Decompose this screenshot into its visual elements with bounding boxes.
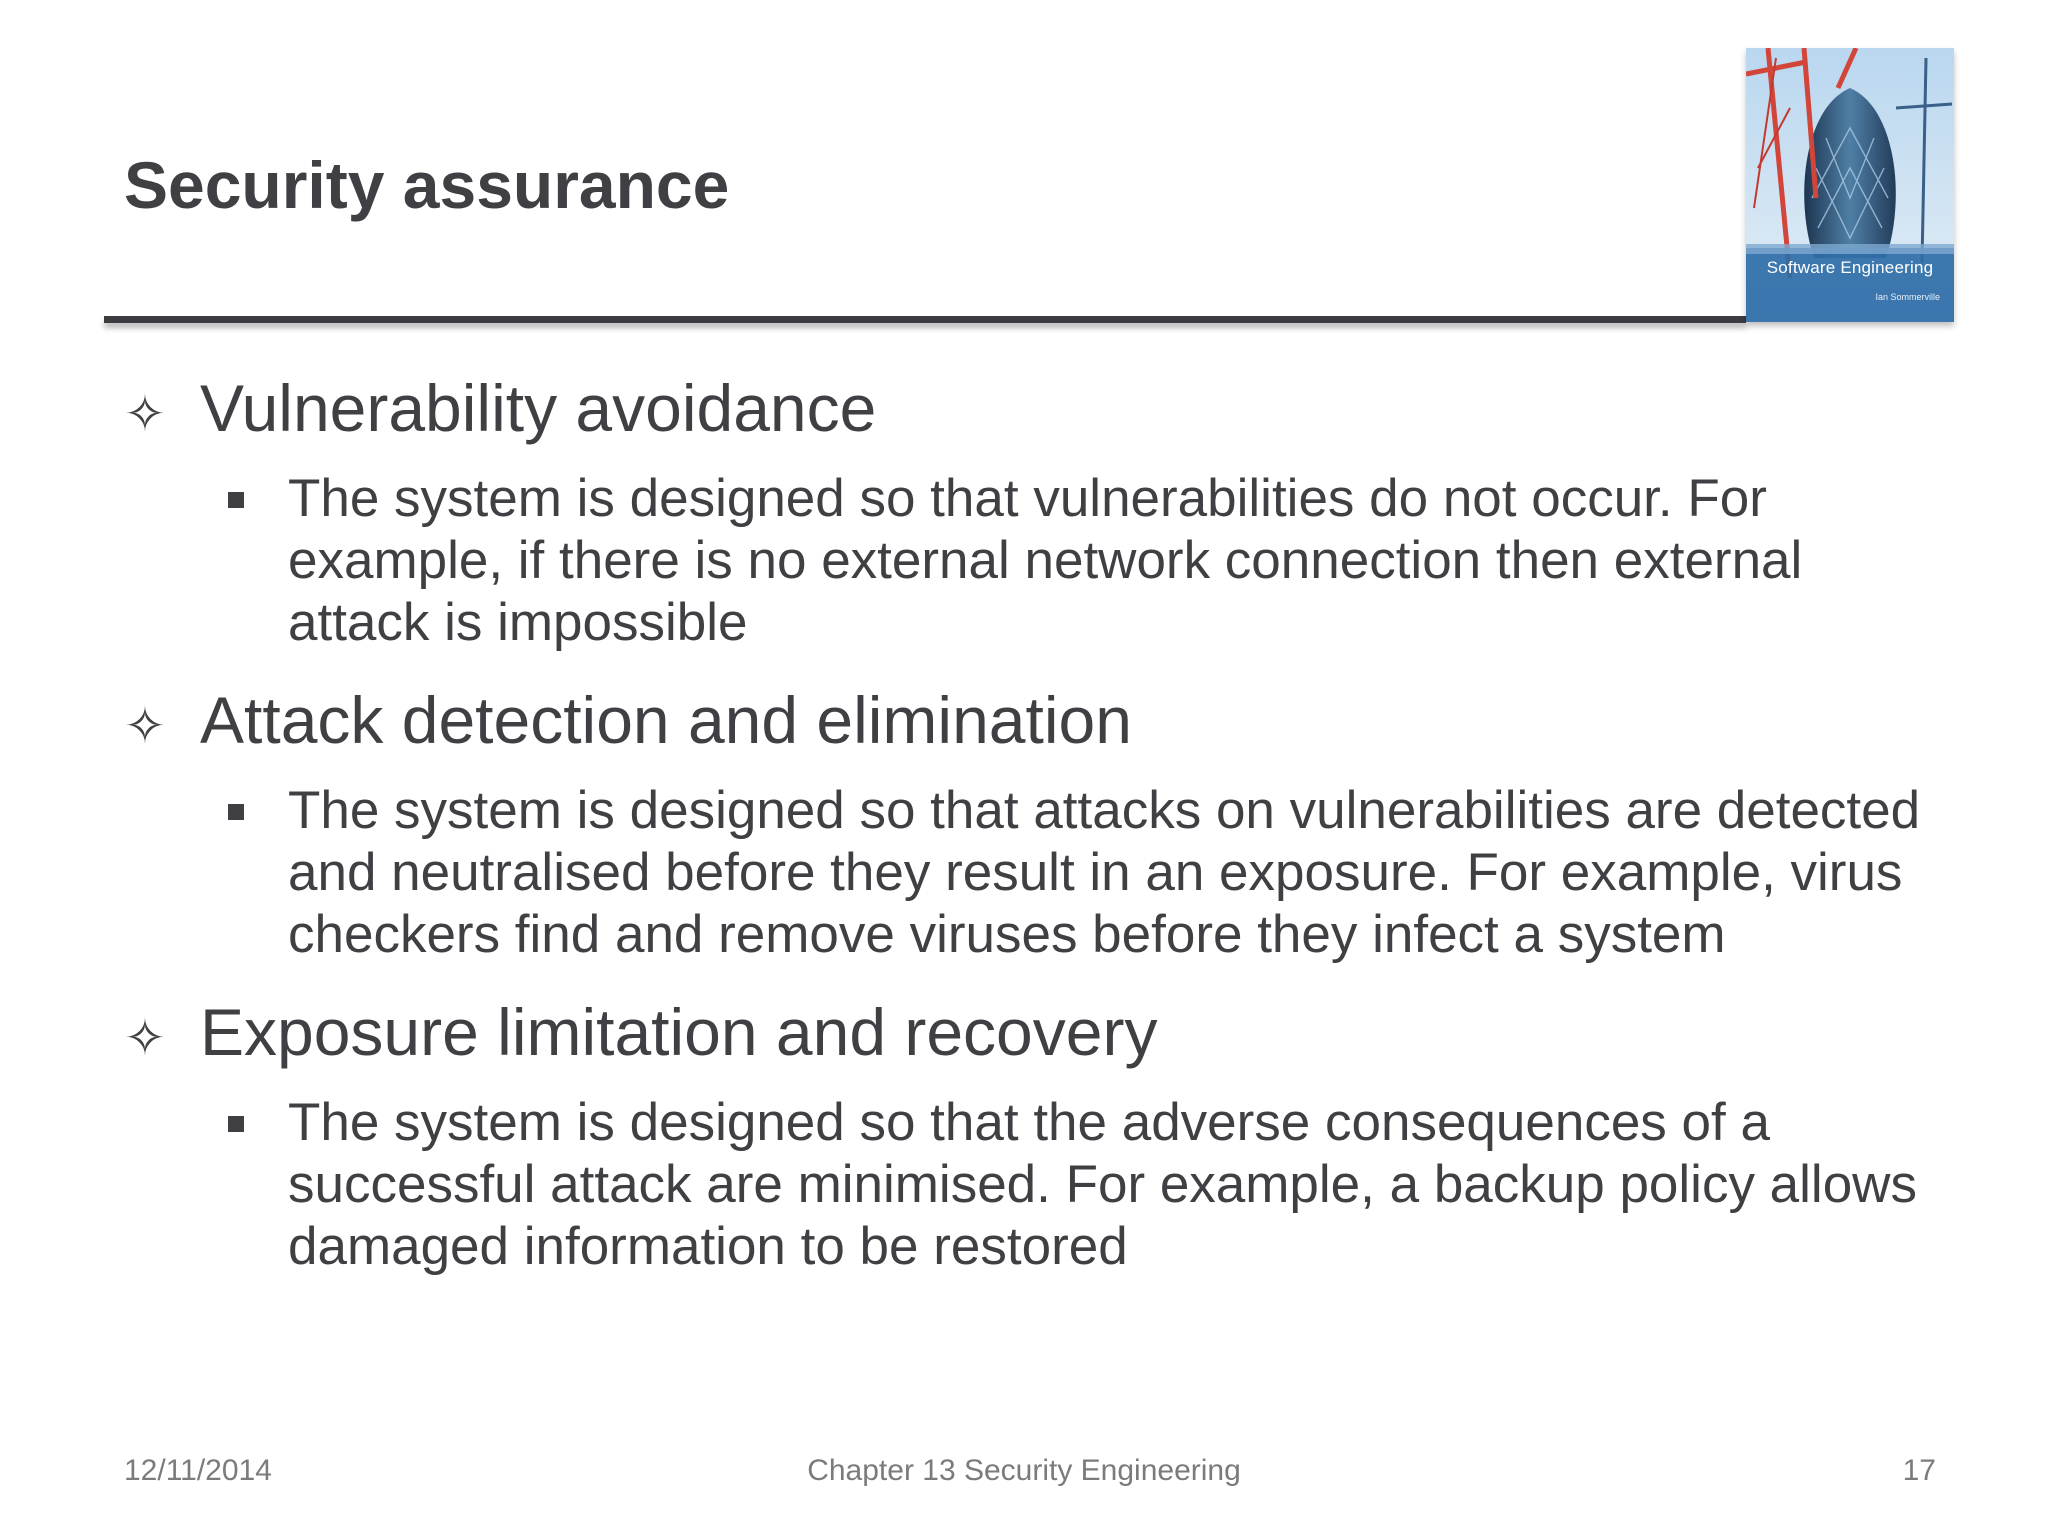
sub-bullet-exposure-limitation <box>228 1092 1944 1278</box>
sub-bullet-text: The system is designed so that vulnerabilities do not occur. For example, if there is no external network connection then external attack is impossible <box>288 469 1803 652</box>
footer-page-number: 17 <box>1902 1454 1936 1487</box>
bullet-heading: Exposure limitation and recovery <box>200 995 1158 1069</box>
bullet-heading: Vulnerability avoidance <box>200 371 877 445</box>
book-cover-image <box>1746 48 1954 322</box>
bullet-heading: Attack detection and elimination <box>200 683 1132 757</box>
sub-bullet-vulnerability-avoidance <box>228 468 1944 654</box>
square-bullet-icon <box>228 492 244 508</box>
square-bullet-icon <box>228 1116 244 1132</box>
sub-bullet-text: The system is designed so that attacks on vulnerabilities are detected and neutralised before they result in an exposure. For example, virus checkers find and remove viruses before they infect a system <box>288 781 1921 964</box>
four-point-star-outline-icon: ✧ <box>124 1010 166 1066</box>
footer-date: 12/11/2014 <box>124 1454 272 1487</box>
four-point-star-outline-icon: ✧ <box>124 386 166 442</box>
four-point-star-outline-icon: ✧ <box>124 698 166 754</box>
square-bullet-icon <box>228 804 244 820</box>
sub-bullet-text: The system is designed so that the adverse consequences of a successful attack are minimised. For example, a backup policy allows damaged information to be restored <box>288 1093 1917 1276</box>
book-cover-author: Ian Sommerville <box>1875 292 1940 302</box>
book-cover-title: Software Engineering <box>1766 258 1934 277</box>
book-cover-art <box>1746 48 1954 322</box>
footer-chapter: Chapter 13 Security Engineering <box>807 1454 1241 1487</box>
bullet-exposure-limitation <box>124 994 1944 1076</box>
bullet-attack-detection <box>124 682 1944 764</box>
slide-body <box>124 370 1944 1306</box>
sub-bullet-attack-detection <box>228 780 1944 966</box>
slide-title: Security assurance <box>124 148 730 222</box>
bullet-vulnerability-avoidance <box>124 370 1944 452</box>
title-divider <box>104 316 1746 323</box>
